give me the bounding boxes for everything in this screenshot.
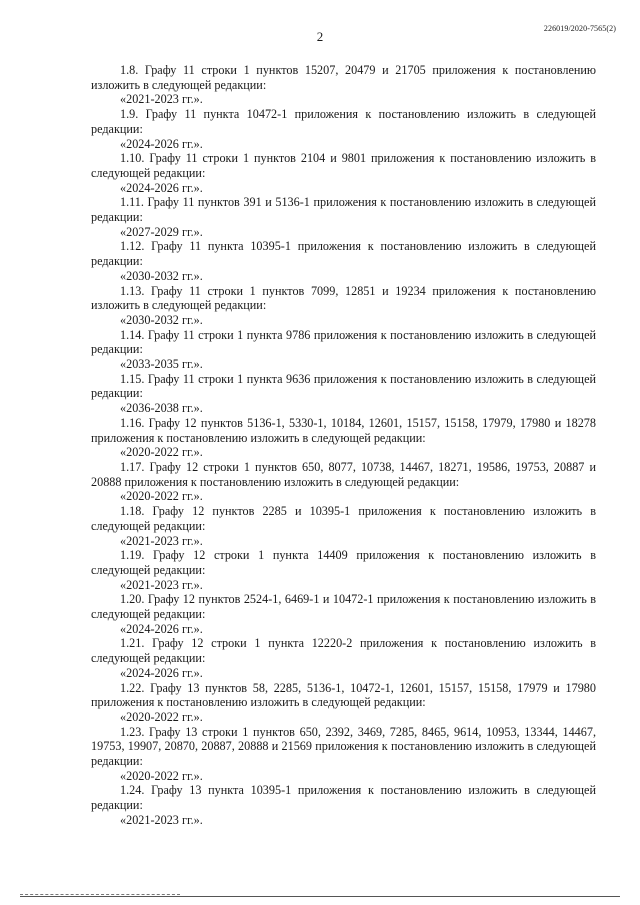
years-1-14: «2033-2035 гг.».: [120, 357, 203, 372]
paragraph-1-16: 1.16. Графу 12 пунктов 5136-1, 5330-1, 10184, 12601, 15157, 15158, 17979, 17980 и 18278 приложения к постановлению изложить в следующей редакции:: [91, 415, 596, 445]
years-1-15: «2036-2038 гг.».: [120, 401, 203, 416]
paragraph-1-13: 1.13. Графу 11 строки 1 пунктов 7099, 12851 и 19234 приложения к постановлению изложить в следующей редакции:: [91, 283, 596, 313]
years-1-8: «2021-2023 гг.».: [120, 92, 203, 107]
paragraph-1-22: 1.22. Графу 13 пунктов 58, 2285, 5136-1, 10472-1, 12601, 15157, 15158, 17979 и 17980 приложения к постановлению изложить в следующей редакции:: [91, 680, 596, 710]
paragraph-1-10: 1.10. Графу 11 строки 1 пунктов 2104 и 9801 приложения к постановлению изложить в следующей редакции:: [91, 151, 596, 180]
years-1-11: «2027-2029 гг.».: [120, 224, 203, 239]
paragraph-1-14: 1.14. Графу 11 строки 1 пункта 9786 приложения к постановлению изложить в следующей редакции:: [91, 327, 596, 357]
years-1-23: «2020-2022 гг.».: [120, 768, 203, 783]
years-1-9: «2024-2026 гг.».: [120, 136, 203, 151]
paragraph-1-20: 1.20. Графу 12 пунктов 2524-1, 6469-1 и 10472-1 приложения к постановлению изложить в следующей редакции:: [91, 592, 596, 622]
paragraph-1-17: 1.17. Графу 12 строки 1 пунктов 650, 8077, 10738, 14467, 18271, 19586, 19753, 20887 и 20888 приложения к постановлению изложить в следующей редакции:: [91, 459, 596, 489]
years-1-21: «2024-2026 гг.».: [120, 665, 203, 680]
scan-edge-line: [20, 896, 620, 897]
paragraph-1-12: 1.12. Графу 11 пункта 10395-1 приложения к постановлению изложить в следующей редакции:: [91, 239, 596, 269]
paragraph-1-11: 1.11. Графу 11 пунктов 391 и 5136-1 приложения к постановлению изложить в следующей редакции:: [91, 195, 596, 225]
years-1-13: «2030-2032 гг.».: [120, 312, 203, 327]
paragraph-1-21: 1.21. Графу 12 строки 1 пункта 12220-2 приложения к постановлению изложить в следующей редакции:: [91, 636, 596, 666]
paragraph-1-18: 1.18. Графу 12 пунктов 2285 и 10395-1 приложения к постановлению изложить в следующей редакции:: [91, 504, 596, 533]
paragraph-1-9: 1.9. Графу 11 пункта 10472-1 приложения к постановлению изложить в следующей редакции:: [91, 107, 596, 136]
years-1-18: «2021-2023 гг.».: [120, 533, 203, 548]
years-1-24: «2021-2023 гг.».: [120, 812, 203, 827]
paragraph-1-19: 1.19. Графу 12 строки 1 пункта 14409 приложения к постановлению изложить в следующей редакции:: [91, 548, 596, 577]
years-1-19: «2021-2023 гг.».: [120, 577, 203, 592]
page-number: 2: [316, 29, 324, 44]
paragraph-1-24: 1.24. Графу 13 пункта 10395-1 приложения к постановлению изложить в следующей редакции:: [91, 783, 596, 813]
scan-edge-mark: [20, 894, 180, 895]
years-1-20: «2024-2026 гг.».: [120, 621, 203, 636]
years-1-16: «2020-2022 гг.».: [120, 445, 203, 460]
years-1-22: «2020-2022 гг.».: [120, 709, 203, 724]
paragraph-1-23: 1.23. Графу 13 строки 1 пунктов 650, 2392, 3469, 7285, 8465, 9614, 10953, 13344, 14467, 19753, 19907, 20870, 20887, 20888 и 21569 приложения к постановлению изложить в следующей редакции:: [91, 724, 596, 769]
years-1-10: «2024-2026 гг.».: [120, 180, 203, 195]
paragraph-1-8: 1.8. Графу 11 строки 1 пунктов 15207, 20479 и 21705 приложения к постановлению изложить в следующей редакции:: [91, 63, 596, 92]
document-body: [91, 63, 596, 828]
years-1-12: «2030-2032 гг.».: [120, 268, 203, 283]
years-1-17: «2020-2022 гг.».: [120, 489, 203, 504]
document-number: 226019/2020-7565(2): [543, 24, 616, 33]
paragraph-1-15: 1.15. Графу 11 строки 1 пункта 9636 приложения к постановлению изложить в следующей редакции:: [91, 371, 596, 401]
